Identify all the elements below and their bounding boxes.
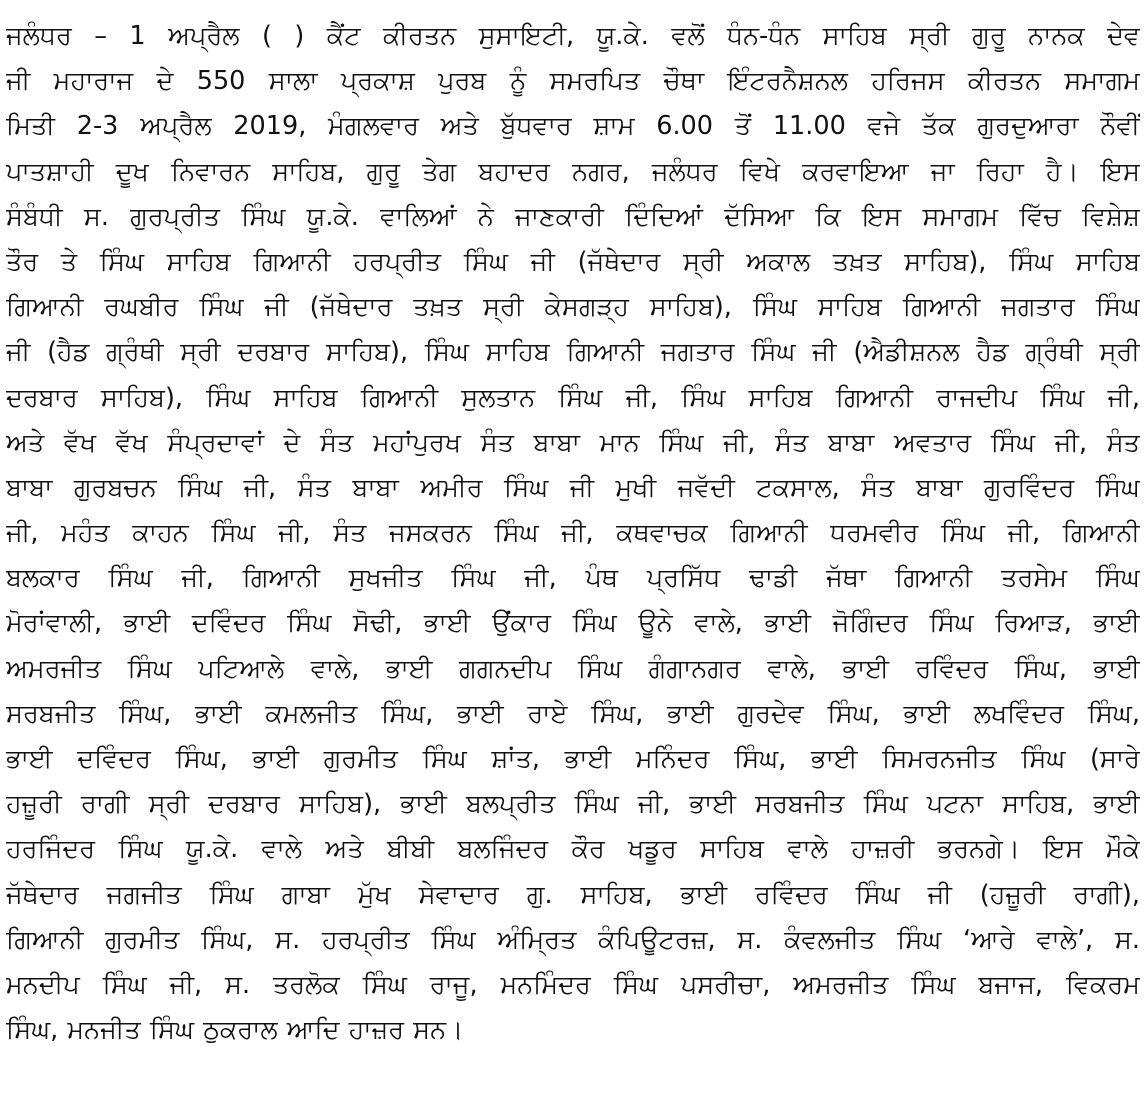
- article-line: ਦਰਬਾਰ ਸਾਹਿਬ), ਸਿੰਘ ਸਾਹਿਬ ਗਿਆਨੀ ਸੁਲਤਾਨ ਸਿੰਘ ਜੀ, ਸਿੰਘ ਸਾਹਿਬ ਗਿਆਨੀ ਰਾਜਦੀਪ ਸਿੰਘ ਜੀ,: [6, 382, 1140, 413]
- article-line: ਜੀ, ਮਹੰਤ ਕਾਹਨ ਸਿੰਘ ਜੀ, ਸੰਤ ਜਸਕਰਨ ਸਿੰਘ ਜੀ, ਕਥਵਾਚਕ ਗਿਆਨੀ ਧਰਮਵੀਰ ਸਿੰਘ ਜੀ, ਗਿਆਨੀ: [6, 518, 1140, 549]
- article-line: ਜੱਥੇਦਾਰ ਜਗਜੀਤ ਸਿੰਘ ਗਾਬਾ ਮੁੱਖ ਸੇਵਾਦਾਰ ਗੁ. ਸਾਹਿਬ, ਭਾਈ ਰਵਿੰਦਰ ਸਿੰਘ ਜੀ (ਹਜ਼ੂਰੀ ਰਾਗੀ),: [6, 879, 1140, 910]
- article-line: ਬਾਬਾ ਗੁਰਬਚਨ ਸਿੰਘ ਜੀ, ਸੰਤ ਬਾਬਾ ਅਮੀਰ ਸਿੰਘ ਜੀ ਮੁਖੀ ਜਵੱਦੀ ਟਕਸਾਲ, ਸੰਤ ਬਾਬਾ ਗੁਰਵਿੰਦਰ ਸਿੰਘ: [6, 472, 1140, 503]
- article-line: ਸਰਬਜੀਤ ਸਿੰਘ, ਭਾਈ ਕਮਲਜੀਤ ਸਿੰਘ, ਭਾਈ ਰਾਏ ਸਿੰਘ, ਭਾਈ ਗੁਰਦੇਵ ਸਿੰਘ, ਭਾਈ ਲਖਵਿੰਦਰ ਸਿੰਘ,: [6, 698, 1140, 729]
- article-line: ਸੰਬੰਧੀ ਸ. ਗੁਰਪ੍ਰੀਤ ਸਿੰਘ ਯੂ.ਕੇ. ਵਾਲਿਆਂ ਨੇ ਜਾਣਕਾਰੀ ਦਿੰਦਿਆਂ ਦੱਸਿਆ ਕਿ ਇਸ ਸਮਾਗਮ ਵਿੱਚ ਵਿਸ਼ੇਸ਼: [6, 201, 1140, 232]
- article-line: ਜੀ (ਹੈਡ ਗ੍ਰੰਥੀ ਸ੍ਰੀ ਦਰਬਾਰ ਸਾਹਿਬ), ਸਿੰਘ ਸਾਹਿਬ ਗਿਆਨੀ ਜਗਤਾਰ ਸਿੰਘ ਜੀ (ਐਡੀਸ਼ਨਲ ਹੈਡ ਗ੍ਰੰਥੀ ਸ੍ਰੀ: [6, 337, 1140, 368]
- article-line: ਤੌਰ ਤੇ ਸਿੰਘ ਸਾਹਿਬ ਗਿਆਨੀ ਹਰਪ੍ਰੀਤ ਸਿੰਘ ਜੀ (ਜੱਥੇਦਾਰ ਸ੍ਰੀ ਅਕਾਲ ਤਖ਼ਤ ਸਾਹਿਬ), ਸਿੰਘ ਸਾਹਿਬ: [6, 246, 1140, 277]
- article-line: ਜੀ ਮਹਾਰਾਜ ਦੇ 550 ਸਾਲਾ ਪ੍ਰਕਾਸ਼ ਪੁਰਬ ਨੂੰ ਸਮਰਪਿਤ ਚੌਥਾ ਇੰਟਰਨੈਸ਼ਨਲ ਹਰਿਜਸ ਕੀਰਤਨ ਸਮਾਗਮ: [6, 66, 1140, 97]
- article-line: ਭਾਈ ਦਵਿੰਦਰ ਸਿੰਘ, ਭਾਈ ਗੁਰਮੀਤ ਸਿੰਘ ਸ਼ਾਂਤ, ਭਾਈ ਮਨਿੰਦਰ ਸਿੰਘ, ਭਾਈ ਸਿਮਰਨਜੀਤ ਸਿੰਘ (ਸਾਰੇ: [6, 744, 1140, 774]
- news-article-body: [6, 14, 1140, 1053]
- article-line: ਅਤੇ ਵੱਖ ਵੱਖ ਸੰਪ੍ਰਦਾਵਾਂ ਦੇ ਸੰਤ ਮਹਾਂਪੁਰਖ ਸੰਤ ਬਾਬਾ ਮਾਨ ਸਿੰਘ ਜੀ, ਸੰਤ ਬਾਬਾ ਅਵਤਾਰ ਸਿੰਘ ਜੀ, ਸੰਤ: [6, 427, 1140, 458]
- article-line: ਮੋਰਾਂਵਾਲੀ, ਭਾਈ ਦਵਿੰਦਰ ਸਿੰਘ ਸੋਢੀ, ਭਾਈ ਉਂਕਾਰ ਸਿੰਘ ਊਨੇ ਵਾਲੇ, ਭਾਈ ਜੋਗਿੰਦਰ ਸਿੰਘ ਰਿਆੜ, ਭਾਈ: [6, 608, 1140, 639]
- article-line: ਸਿੰਘ, ਮਨਜੀਤ ਸਿੰਘ ਠੁਕਰਾਲ ਆਦਿ ਹਾਜ਼ਰ ਸਨ।: [6, 1015, 464, 1046]
- article-line: ਪਾਤਸ਼ਾਹੀ ਦੂਖ ਨਿਵਾਰਨ ਸਾਹਿਬ, ਗੁਰੂ ਤੇਗ ਬਹਾਦਰ ਨਗਰ, ਜਲੰਧਰ ਵਿਖੇ ਕਰਵਾਇਆ ਜਾ ਰਿਹਾ ਹੈ। ਇਸ: [6, 156, 1140, 187]
- article-line: ਮਨਦੀਪ ਸਿੰਘ ਜੀ, ਸ. ਤਰਲੋਕ ਸਿੰਘ ਰਾਜੂ, ਮਨਮਿੰਦਰ ਸਿੰਘ ਪਸਰੀਚਾ, ਅਮਰਜੀਤ ਸਿੰਘ ਬਜਾਜ, ਵਿਕਰਮ: [6, 969, 1140, 1000]
- article-line: ਅਮਰਜੀਤ ਸਿੰਘ ਪਟਿਆਲੇ ਵਾਲੇ, ਭਾਈ ਗਗਨਦੀਪ ਸਿੰਘ ਗੰਗਾਨਗਰ ਵਾਲੇ, ਭਾਈ ਰਵਿੰਦਰ ਸਿੰਘ, ਭਾਈ: [6, 653, 1140, 684]
- article-line: ਹਜ਼ੂਰੀ ਰਾਗੀ ਸ੍ਰੀ ਦਰਬਾਰ ਸਾਹਿਬ), ਭਾਈ ਬਲਪ੍ਰੀਤ ਸਿੰਘ ਜੀ, ਭਾਈ ਸਰਬਜੀਤ ਸਿੰਘ ਪਟਨਾ ਸਾਹਿਬ, ਭਾਈ: [6, 789, 1140, 820]
- article-line: ਗਿਆਨੀ ਗੁਰਮੀਤ ਸਿੰਘ, ਸ. ਹਰਪ੍ਰੀਤ ਸਿੰਘ ਅੰਮ੍ਰਿਤ ਕੰਪਿਊਟਰਜ਼, ਸ. ਕੰਵਲਜੀਤ ਸਿੰਘ ‘ਆਰੇ ਵਾਲੇ’, ਸ.: [6, 924, 1140, 955]
- article-line: ਹਰਜਿੰਦਰ ਸਿੰਘ ਯੂ.ਕੇ. ਵਾਲੇ ਅਤੇ ਬੀਬੀ ਬਲਜਿੰਦਰ ਕੌਰ ਖਡੂਰ ਸਾਹਿਬ ਵਾਲੇ ਹਾਜ਼ਰੀ ਭਰਨਗੇ। ਇਸ ਮੌਕੇ: [6, 834, 1140, 865]
- article-line: ਮਿਤੀ 2-3 ਅਪ੍ਰੈਲ 2019, ਮੰਗਲਵਾਰ ਅਤੇ ਬੁੱਧਵਾਰ ਸ਼ਾਮ 6.00 ਤੋਂ 11.00 ਵਜੇ ਤੱਕ ਗੁਰਦੁਆਰਾ ਨੌਵੀਂ: [6, 111, 1140, 142]
- article-line: ਬਲਕਾਰ ਸਿੰਘ ਜੀ, ਗਿਆਨੀ ਸੁਖਜੀਤ ਸਿੰਘ ਜੀ, ਪੰਥ ਪ੍ਰਸਿੱਧ ਢਾਡੀ ਜੱਥਾ ਗਿਆਨੀ ਤਰਸੇਮ ਸਿੰਘ: [6, 563, 1140, 594]
- article-line: ਜਲੰਧਰ – 1 ਅਪ੍ਰੈਲ ( ) ਕੈਂਟ ਕੀਰਤਨ ਸੁਸਾਇਟੀ, ਯੂ.ਕੇ. ਵਲੋਂ ਧੰਨ-ਧੰਨ ਸਾਹਿਬ ਸ੍ਰੀ ਗੁਰੂ ਨਾਨਕ ਦੇਵ: [6, 21, 1140, 51]
- article-line: ਗਿਆਨੀ ਰਘਬੀਰ ਸਿੰਘ ਜੀ (ਜੱਥੇਦਾਰ ਤਖ਼ਤ ਸ੍ਰੀ ਕੇਸਗੜ੍ਹ ਸਾਹਿਬ), ਸਿੰਘ ਸਾਹਿਬ ਗਿਆਨੀ ਜਗਤਾਰ ਸਿੰਘ: [6, 292, 1140, 323]
